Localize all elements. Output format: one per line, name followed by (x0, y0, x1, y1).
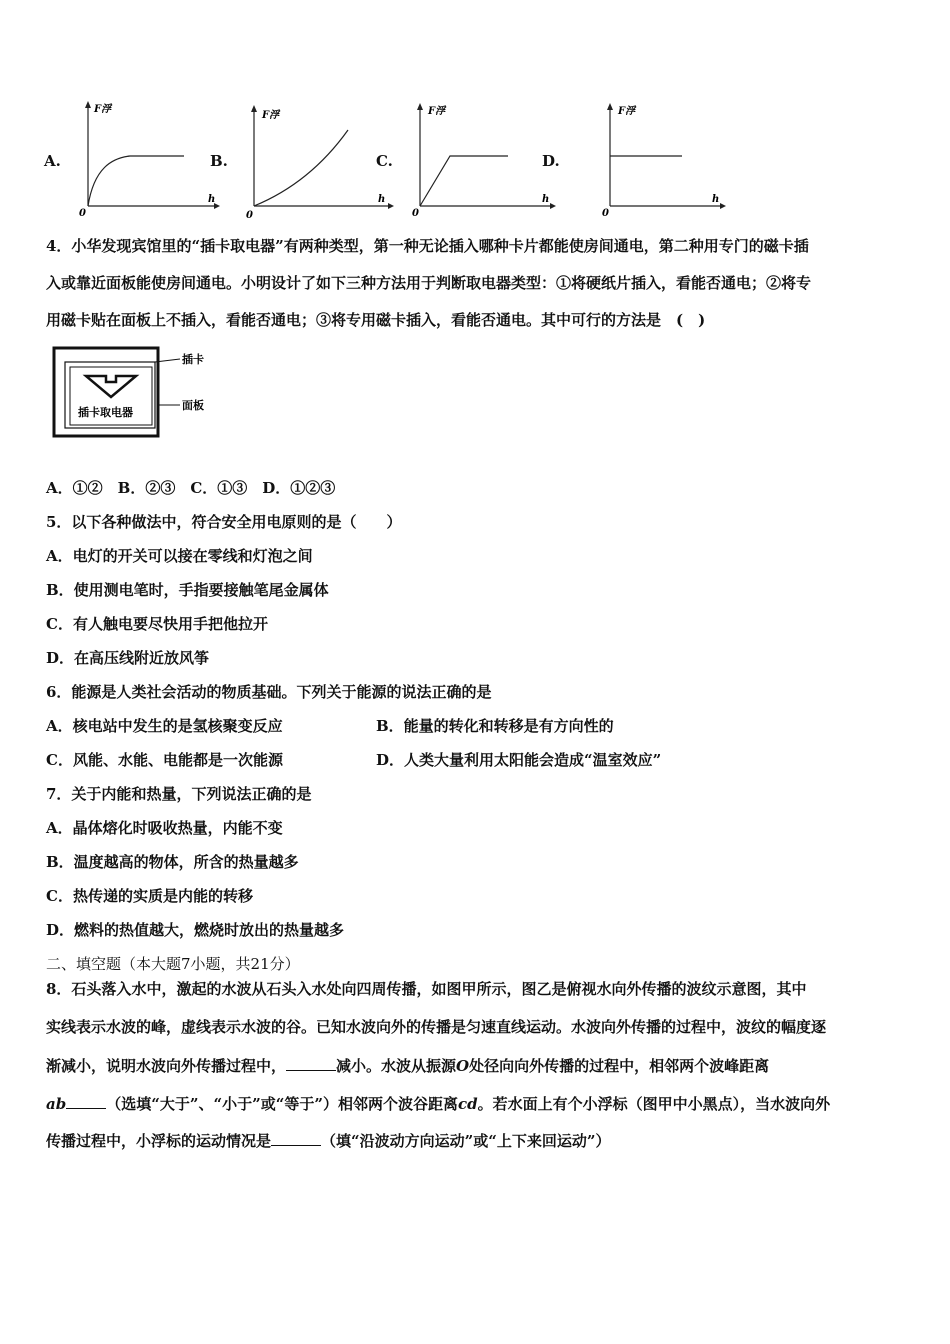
figure-card-label: 插卡 (182, 353, 204, 366)
graph-d-plot (570, 98, 730, 220)
graph-a-curve (88, 156, 184, 206)
svg-text:F浮: F浮 (428, 106, 446, 117)
q5-option-a: A．电灯的开关可以接在零线和灯泡之间 (46, 547, 313, 565)
figure-panel-label: 面板 (182, 399, 204, 412)
answer-blank-1[interactable] (286, 1055, 336, 1071)
q7-option-b: B．温度越高的物体，所含的热量越多 (46, 853, 299, 871)
graph-c-line (420, 156, 508, 206)
section-heading: 二、填空题（本大题7小题，共21分） (46, 955, 300, 973)
q6-stem: 6．能源是人类社会活动的物质基础。下列关于能源的说法正确的是 (46, 683, 492, 701)
svg-text:h: h (542, 194, 550, 205)
graph-b-curve (254, 130, 348, 206)
figure-device-label: 插卡取电器 (78, 406, 133, 419)
svg-text:h: h (378, 194, 386, 205)
axis-x-label: h (208, 194, 216, 205)
svg-text:0: 0 (602, 208, 609, 219)
axis-y-label: F浮 (94, 104, 112, 115)
q7-stem: 7．关于内能和热量，下列说法正确的是 (46, 785, 312, 803)
svg-text:0: 0 (412, 208, 419, 219)
graph-options (44, 98, 904, 220)
answer-blank-3[interactable] (271, 1130, 321, 1146)
graph-option-letter: D. (542, 152, 560, 170)
q4-line3: 用磁卡贴在面板上不插入，看能否通电；③将专用磁卡插入，看能否通电。其中可行的方法是 ( ) (46, 311, 706, 329)
q8-line1: 8．石头落入水中，激起的水波从石头入水处向四周传播，如图甲所示，图乙是俯视水向外传播的波纹示意图，其中 (46, 980, 807, 998)
q5-option-c: C．有人触电要尽快用手把他拉开 (46, 615, 268, 633)
graph-option-letter: A. (44, 152, 61, 170)
svg-text:F浮: F浮 (262, 110, 280, 121)
graph-a-plot (72, 98, 222, 220)
card-reader-figure (52, 345, 222, 440)
q5-option-b: B．使用测电笔时，手指要接触笔尾金属体 (46, 581, 329, 599)
svg-text:0: 0 (246, 210, 253, 220)
graph-option-letter: C. (376, 152, 393, 170)
q5-stem: 5．以下各种做法中，符合安全用电原则的是（ ） (46, 513, 402, 531)
q4-options: A．①② B．②③ C．①③ D．①②③ (46, 479, 336, 497)
q7-option-c: C．热传递的实质是内能的转移 (46, 887, 253, 905)
q6-option-d: D．人类大量利用太阳能会造成“温室效应” (376, 751, 662, 769)
answer-blank-2[interactable] (66, 1093, 106, 1109)
q8-line3: 渐减小，说明水波向外传播过程中， 减小。水波从振源O处径向向外传播的过程中，相邻两个波峰距离 (46, 1057, 770, 1075)
q8-line4: ab （选填“大于”、“小于”或“等于”）相邻两个波谷距离cd。若水面上有个小浮标（图甲中小黑点），当水波向外 (46, 1095, 831, 1113)
q4-line2: 入或靠近面板能使房间通电。小明设计了如下三种方法用于判断取电器类型：①将硬纸片插入，看能否通电；②将专 (46, 274, 812, 292)
q8-line2: 实线表示水波的峰，虚线表示水波的谷。已知水波向外的传播是匀速直线运动。水波向外传播的过程中，波纹的幅度逐 (46, 1018, 827, 1036)
graph-option-d (542, 98, 742, 220)
q7-option-d: D．燃料的热值越大，燃烧时放出的热量越多 (46, 921, 345, 939)
origin-label: 0 (79, 208, 86, 219)
svg-text:h: h (712, 194, 720, 205)
graph-b-plot (238, 98, 398, 220)
q6-option-a: A．核电站中发生的是氢核聚变反应 (46, 717, 283, 735)
q6-option-c: C．风能、水能、电能都是一次能源 (46, 751, 283, 769)
q6-option-b: B．能量的转化和转移是有方向性的 (376, 717, 614, 735)
q7-option-a: A．晶体熔化时吸收热量，内能不变 (46, 819, 283, 837)
q5-option-d: D．在高压线附近放风筝 (46, 649, 210, 667)
q8-line5: 传播过程中，小浮标的运动情况是 （填“沿波动方向运动”或“上下来回运动”） (46, 1132, 611, 1150)
svg-text:F浮: F浮 (618, 106, 636, 117)
q4-line1: 4．小华发现宾馆里的“插卡取电器”有两种类型，第一种无论插入哪种卡片都能使房间通电，第二种用专门的磁卡插 (46, 237, 809, 255)
graph-c-plot (404, 98, 564, 220)
graph-option-letter: B. (210, 152, 228, 170)
